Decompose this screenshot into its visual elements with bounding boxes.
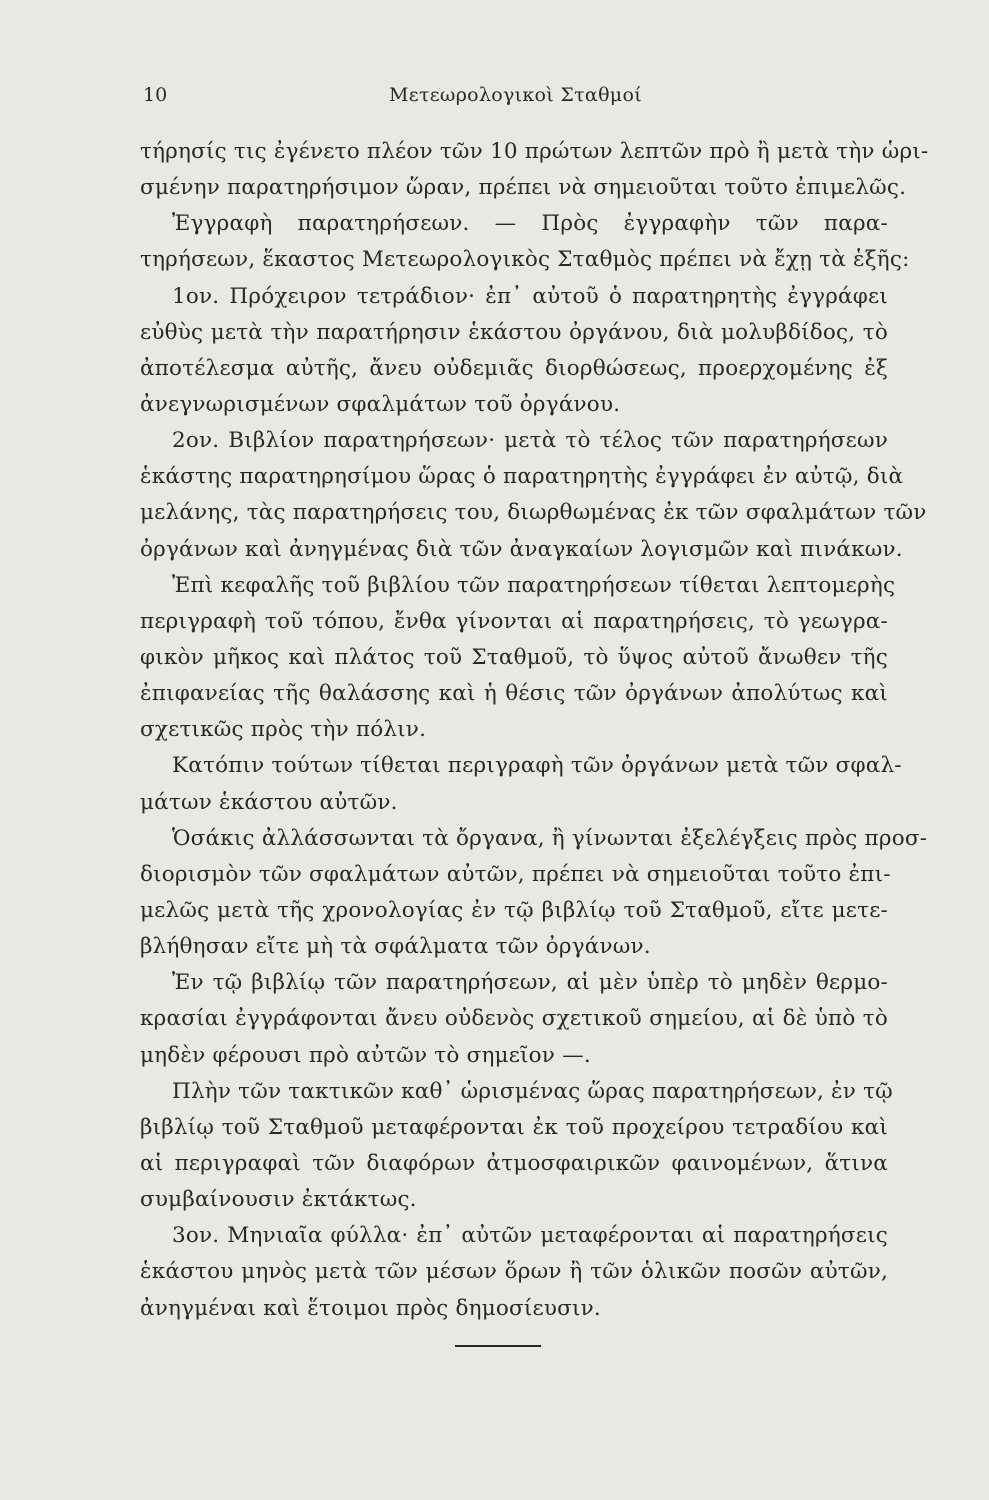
text-line: σμένην παρατηρήσιμον ὥραν, πρέπει νὰ σημειοῦται τοῦτο ἐπιμελῶς. bbox=[140, 175, 907, 201]
text-line: Ὁσάκις ἀλλάσσωνται τὰ ὄργανα, ἢ γίνωνται ἐξελέγξεις πρὸς προσ- bbox=[172, 825, 928, 851]
text-line: ἀνεγνωρισμένων σφαλμάτων τοῦ ὀργάνου. bbox=[140, 391, 621, 417]
text-line: ἑκάστου μηνὸς μετὰ τῶν μέσων ὅρων ἢ τῶν ὁλικῶν ποσῶν αὐτῶν, bbox=[140, 1259, 888, 1285]
section-end-rule bbox=[455, 1345, 541, 1347]
text-line: Πλὴν τῶν τακτικῶν καθ᾽ ὡρισμένας ὥρας παρατηρήσεων, ἐν τῷ bbox=[172, 1078, 893, 1104]
text-line: βιβλίῳ τοῦ Σταθμοῦ μεταφέρονται ἐκ τοῦ προχείρου τετραδίου καὶ bbox=[140, 1114, 888, 1140]
text-line: 3ον. Μηνιαῖα φύλλα· ἐπ᾽ αὐτῶν μεταφέρονται αἱ παρατηρήσεις bbox=[172, 1223, 888, 1249]
text-line: μελάνης, τὰς παρατηρήσεις του, διωρθωμένας ἐκ τῶν σφαλμάτων τῶν bbox=[140, 500, 927, 526]
text-line: ἀποτέλεσμα αὐτῆς, ἄνευ οὐδεμιᾶς διορθώσεως, προερχομένης ἐξ bbox=[140, 355, 888, 381]
running-title: Μετεωρολογικοὶ Σταθμοί bbox=[389, 84, 642, 106]
text-line: μάτων ἑκάστου αὐτῶν. bbox=[140, 789, 398, 815]
text-line: διορισμὸν τῶν σφαλμάτων αὐτῶν, πρέπει νὰ σημειοῦται τοῦτο ἐπι- bbox=[140, 861, 891, 887]
text-line: Ἐπὶ κεφαλῆς τοῦ βιβλίου τῶν παρατηρήσεων τίθεται λεπτομερὴς bbox=[172, 572, 896, 598]
text-line: 1ον. Πρόχειρον τετράδιον· ἐπ᾽ αὐτοῦ ὁ παρατηρητὴς ἐγγράφει bbox=[172, 283, 888, 309]
text-line: συμβαίνουσιν ἐκτάκτως. bbox=[140, 1187, 417, 1213]
text-line: ἀνηγμέναι καὶ ἕτοιμοι πρὸς δημοσίευσιν. bbox=[140, 1295, 601, 1321]
text-line: ἑκάστης παρατηρησίμου ὥρας ὁ παρατηρητὴς ἐγγράφει ἐν αὐτῷ, διὰ bbox=[140, 464, 904, 490]
text-line: αἱ περιγραφαὶ τῶν διαφόρων ἀτμοσφαιρικῶν φαινομένων, ἅτινα bbox=[140, 1150, 888, 1176]
text-line: φικὸν μῆκος καὶ πλάτος τοῦ Σταθμοῦ, τὸ ὕψος αὐτοῦ ἄνωθεν τῆς bbox=[140, 644, 888, 670]
page-number: 10 bbox=[143, 84, 168, 106]
body-text bbox=[140, 134, 929, 1327]
text-line: Κατόπιν τούτων τίθεται περιγραφὴ τῶν ὀργάνων μετὰ τῶν σφαλ- bbox=[172, 753, 902, 779]
text-line: μελῶς μετὰ τῆς χρονολογίας ἐν τῷ βιβλίῳ τοῦ Σταθμοῦ, εἴτε μετε- bbox=[140, 897, 888, 923]
text-line: περιγραφὴ τοῦ τόπου, ἔνθα γίνονται αἱ παρατηρήσεις, τὸ γεωγρα- bbox=[140, 608, 888, 634]
text-line: ἐπιφανείας τῆς θαλάσσης καὶ ἡ θέσις τῶν ὀργάνων ἀπολύτως καὶ bbox=[140, 681, 888, 707]
text-line: κρασίαι ἐγγράφονται ἄνευ οὐδενὸς σχετικοῦ σημείου, αἱ δὲ ὑπὸ τὸ bbox=[140, 1006, 888, 1032]
section-heading-line: Ἐγγραφὴ παρατηρήσεων. — Πρὸς ἐγγραφὴν τῶν παρα- bbox=[172, 211, 888, 237]
text-line: 2ον. Βιβλίον παρατηρήσεων· μετὰ τὸ τέλος τῶν παρατηρήσεων bbox=[172, 428, 888, 454]
text-line: μηδὲν φέρουσι πρὸ αὐτῶν τὸ σημεῖον —. bbox=[140, 1042, 591, 1068]
text-line: σχετικῶς πρὸς τὴν πόλιν. bbox=[140, 717, 427, 743]
text-line: τηρήσεων, ἕκαστος Μετεωρολογικὸς Σταθμὸς πρέπει νὰ ἔχῃ τὰ ἑξῆς: bbox=[140, 247, 910, 273]
text-line: τήρησίς τις ἐγένετο πλέον τῶν 10 πρώτων λεπτῶν πρὸ ἢ μετὰ τὴν ὡρι- bbox=[140, 139, 929, 164]
text-line: ὀργάνων καὶ ἀνηγμένας διὰ τῶν ἀναγκαίων λογισμῶν καὶ πινάκων. bbox=[140, 536, 903, 562]
text-line: βλήθησαν εἴτε μὴ τὰ σφάλματα τῶν ὀργάνων. bbox=[140, 934, 651, 960]
text-line: εὐθὺς μετὰ τὴν παρατήρησιν ἑκάστου ὀργάνου, διὰ μολυβδίδος, τὸ bbox=[140, 319, 888, 345]
page-header bbox=[143, 84, 888, 114]
text-line: Ἐν τῷ βιβλίῳ τῶν παρατηρήσεων, αἱ μὲν ὑπὲρ τὸ μηδὲν θερμο- bbox=[172, 970, 888, 996]
